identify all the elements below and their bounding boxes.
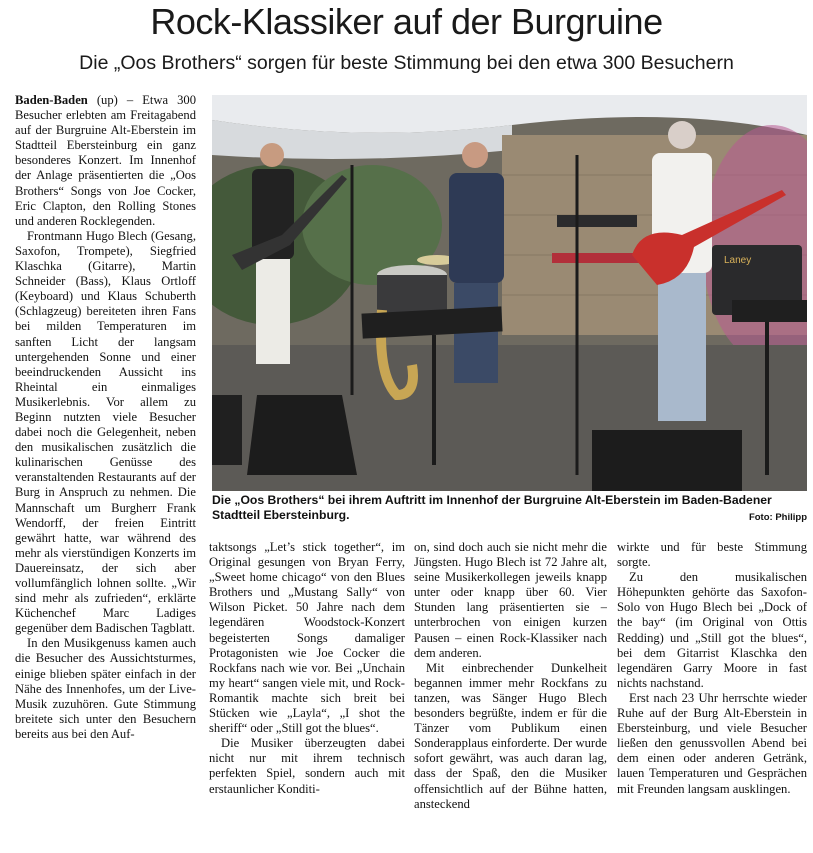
article-column-3 <box>414 540 607 850</box>
body-paragraph: Frontmann Hugo Blech (Gesang, Saxofon, Trompete), Siegfried Klaschka (Gitarre), Martin Schneider (Bass), Klaus Ortloff (Keyboard) und Klaus Schuberth (Schlagzeug) bereiteten ihren Fans bei milden Temperaturen im sanften Licht der langsam untergehenden Sonne und einer beeindruckenden Aussicht ins Rheintal ein einmaliges Musikerlebnis. Vor allem zu Beginn nutzten viele Besucher dabei noch die Gelegenheit, neben den musikalischen zusätzlich die kulinarischen Genüsse des veranstaltenden Restaurants auf der Burg in Anspruch zu nehmen. Die Mannschaft um Burgherr Frank Wendorff, der freien Eintritt gewährt hatte, war während des mehr als vierstündigen Konzerts im Dauereinsatz, der sich aber vollumfänglich lohnen sollte. „Wir sind mehr als zufrieden“, erklärte Küchenchef Marc Ladiges gegenüber dem Badischen Tagblatt. <box>15 228 196 636</box>
lead-text: (up) – Etwa 300 Besucher erlebten am Freitagabend auf der Burgruine Alt-Eberstein im Stadtteil Ebersteinburg ein ganz besonderes Konzert. Im Innenhof der Anlage präsentierten die „Oos Brothers“ Songs von Joe Cocker, Eric Clapton, den Rolling Stones und anderen Rocklegenden. <box>15 93 196 228</box>
photo-caption: Die „Oos Brothers“ bei ihrem Auftritt im Innenhof der Burgruine Alt-Eberstein im Baden-Badener Stadtteil Ebersteinburg. <box>212 493 772 522</box>
photo-credit: Foto: Philipp <box>748 512 807 523</box>
headline: Rock-Klassiker auf der Burgruine <box>150 1 663 42</box>
body-paragraph: on, sind doch auch sie nicht mehr die Jüngsten. Hugo Blech ist 72 Jahre alt, seine Musikerkollegen jeweils knapp unter oder knapp über 60. Vier Stunden lang präsentierten sie – unterbrochen von einigen kurzen Pausen – einen Rock-Klassiker nach dem anderen. <box>414 540 607 660</box>
body-paragraph: In den Musikgenuss kamen auch die Besucher des Aussichtsturmes, einige blieben später einfach in der Nähe des Innenhofes, um der Live-Musik zuzuhören. Gute Stimmung breitete sich unter den Besuchern bereits aus bei den Auf- <box>15 636 196 741</box>
subheadline: Die „Oos Brothers“ sorgen für beste Stimmung bei den etwa 300 Besuchern <box>79 52 734 74</box>
body-paragraph: taktsongs „Let’s stick together“, im Original gesungen von Bryan Ferry, „Sweet home chicago“ von den Blues Brothers und „Mustang Sally“ von Wilson Picket. 50 Jahre nach dem legendären Woodstock-Konzert begeisterten Songs damaliger Protagonisten wie Joe Cocker die Rockfans nach wie vor. Bei „Unchain my heart“ sangen viele mit, und Rock-Romantik machte sich breit bei Stücken wie „Layla“, „I shot the sheriff“ oder „Still got the blues“. <box>209 540 405 736</box>
article-column-2 <box>209 540 405 850</box>
body-paragraph: wirkte und für beste Stimmung sorgte. <box>617 540 807 570</box>
amp-label: Laney <box>724 255 752 266</box>
dateline: Baden-Baden <box>15 93 88 107</box>
body-paragraph: Erst nach 23 Uhr herrschte wieder Ruhe auf der Burg Alt-Eberstein in Ebersteinburg, und viele Besucher ließen den genussvollen Abend bei dem einen oder anderen Getränk, lauen Temperaturen und Gesprächen mit Freunden langsam ausklingen. <box>617 690 807 796</box>
lead-paragraph <box>15 93 196 229</box>
article-column-1 <box>15 93 196 849</box>
article-column-4 <box>617 540 807 850</box>
body-paragraph: Zu den musikalischen Höhepunkten gehörte das Saxofon-Solo von Hugo Blech bei „Dock of the bay“ (im Original von Ottis Redding) und „Still got the blues“, bei dem Gitarrist Klaschka den legendären Garry Moore in fast nichts nachstand. <box>617 570 807 690</box>
concert-photo <box>212 95 807 491</box>
body-paragraph: Mit einbrechender Dunkelheit begannen immer mehr Rockfans zu tanzen, was Sänger Hugo Blech besonders begrüßte, indem er für die Tänzer vom Publikum einen Sonderapplaus einforderte. Der wurde sofort gewährt, was auch daran lag, dass der Spaß, den die Musiker offensichtlich auf der Bühne hatten, ansteckend <box>414 660 607 811</box>
body-paragraph: Die Musiker überzeugten dabei nicht nur mit ihrem technisch perfekten Spiel, sondern auch mit erstaunlicher Konditi- <box>209 736 405 796</box>
